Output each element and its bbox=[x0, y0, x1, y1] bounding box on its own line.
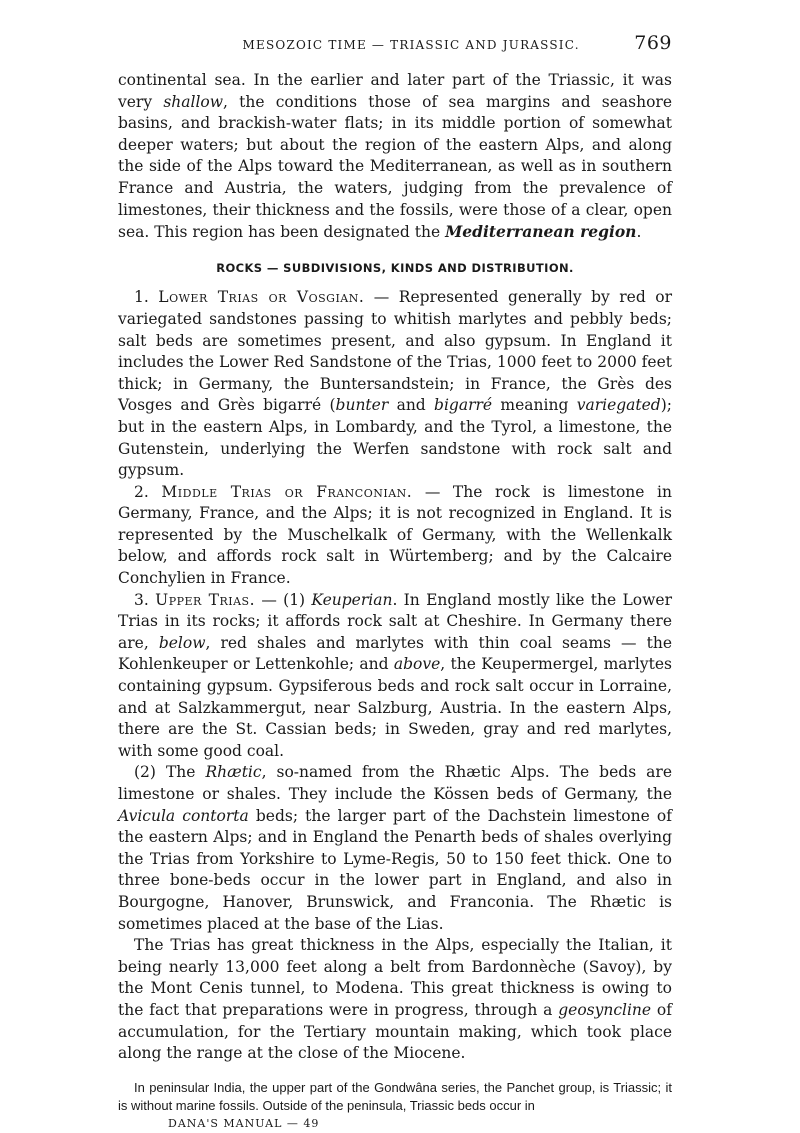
paragraph-middle-trias bbox=[118, 482, 672, 590]
italic-term: Rhætic bbox=[205, 763, 262, 782]
italic-term: Keuperian bbox=[311, 590, 393, 609]
text-run: and bbox=[388, 396, 435, 415]
text-run: ); but in the eastern Alps, in Lombardy, and the Tyrol, a limestone, the Gutenstein, underlying the Werfen sandstone with rock salt and gypsum. bbox=[118, 396, 673, 480]
intro-paragraph bbox=[118, 70, 672, 244]
text-run: — The rock is limestone in Germany, France, and the Alps; it is not recognized in England. It is represented by the Muschelkalk of Germany, with the Wellenkalk below, and affords rock salt in Würtemberg; and by the Calcaire Conchylien in France. bbox=[118, 482, 672, 588]
italic-term: Avicula contorta bbox=[118, 806, 249, 825]
italic-term: below bbox=[158, 633, 206, 652]
text-run: , the conditions those of sea margins and seashore basins, and brackish-water flats; in its middle portion of somewhat deeper waters; but about the region of the eastern Alps, and along the side of the Alps toward the Mediterranean, as well as in southern France and Austria, the waters, judging from the prevalence of limestones, their thickness and the fossils, were those of a clear, open sea. This region has been designated the bbox=[118, 92, 672, 242]
text-run: The Trias has great thickness in the Alps, especially the Italian, it being nearly 13,000 feet along a belt from Bardonnèche (Savoy), by the Mont Cenis tunnel, to Modena. This great thickness is owing to the fact that preparations were in progress, through a bbox=[118, 936, 672, 1019]
page-body bbox=[118, 70, 672, 1133]
item-title: Upper Trias. bbox=[155, 590, 255, 609]
paragraph-thickness bbox=[118, 935, 672, 1065]
item-title: Middle Trias or Franconian. bbox=[161, 482, 413, 501]
paragraph-lower-trias bbox=[118, 287, 672, 481]
text-run: continental sea. In the earlier and later part of the Triassic, it was very bbox=[118, 71, 672, 111]
text-run: beds; the larger part of the Dachstein limestone of the eastern Alps; and in England the Penarth beds of shales overlying the Trias from Yorkshire to Lyme-Regis, 50 to 150 feet thick. One to three bone-beds occur in the lower part in England, and also in Bourgogne, Hanover, Brunswick, and Franconia. The Rhætic is sometimes placed at the base of the Lias. bbox=[118, 806, 672, 933]
page-number: 769 bbox=[634, 32, 672, 54]
item-number: 1. bbox=[134, 288, 149, 307]
text-run: of accumulation, for the Tertiary mountain making, which took place along the range at the close of the Miocene. bbox=[118, 1000, 672, 1063]
text-run: , so-named from the Rhætic Alps. The beds are limestone or shales. They include the Kössen beds of Germany, the bbox=[118, 763, 672, 803]
paragraph-rhaetic bbox=[118, 762, 672, 935]
italic-term: variegated bbox=[576, 396, 661, 415]
item-title: Lower Trias or Vosgian. bbox=[158, 288, 365, 307]
italic-term: above bbox=[393, 655, 441, 674]
text-run: (2) The bbox=[134, 763, 206, 782]
paragraph-upper-trias bbox=[118, 590, 672, 763]
text-run: — (1) bbox=[255, 590, 312, 609]
footnote-paragraph: In peninsular India, the upper part of the Gondwâna series, the Panchet group, is Triassic; it is without marine fossils. Outside of the peninsula, Triassic beds occur in bbox=[118, 1079, 672, 1113]
signature-mark: DANA'S MANUAL — 49 bbox=[168, 1116, 320, 1130]
item-number: 3. bbox=[134, 590, 149, 609]
italic-term: bunter bbox=[335, 396, 389, 415]
text-run: . In England mostly like the Lower Trias in its rocks; it affords rock salt at Cheshire. In Germany there are, bbox=[118, 590, 672, 652]
italic-term: Mediterranean region bbox=[445, 222, 637, 242]
section-heading: ROCKS — SUBDIVISIONS, KINDS AND DISTRIBUTION. bbox=[216, 260, 574, 275]
text-run: . bbox=[636, 223, 642, 242]
italic-term: shallow bbox=[163, 92, 224, 111]
item-number: 2. bbox=[134, 482, 149, 501]
running-head: MESOZOIC TIME — TRIASSIC AND JURASSIC. bbox=[242, 38, 580, 52]
page-header bbox=[118, 32, 672, 58]
text-run: , red shales and marlytes with thin coal seams — the Kohlenkeuper or Lettenkohle; and bbox=[118, 633, 672, 674]
text-run: meaning bbox=[492, 396, 577, 415]
italic-term: geosyncline bbox=[558, 1000, 652, 1019]
text-run: — Represented generally by red or variegated sandstones passing to whitish marlytes and pebbly beds; salt beds are sometimes present, and also gypsum. In England it includes the Lower Red Sandstone of the Trias, 1000 feet to 2000 feet thick; in Germany, the Buntersandstein; in France, the Grès des Vosges and Grès bigarré ( bbox=[118, 288, 672, 415]
italic-term: bigarré bbox=[434, 396, 493, 415]
text-run: , the Keupermergel, marlytes containing gypsum. Gypsiferous beds and rock salt occur in Lorraine, and at Salzkammergut, near Salzburg, Austria. In the eastern Alps, there are the St. Cassian beds; in Sweden, gray and red marlytes, with some good coal. bbox=[118, 655, 672, 760]
